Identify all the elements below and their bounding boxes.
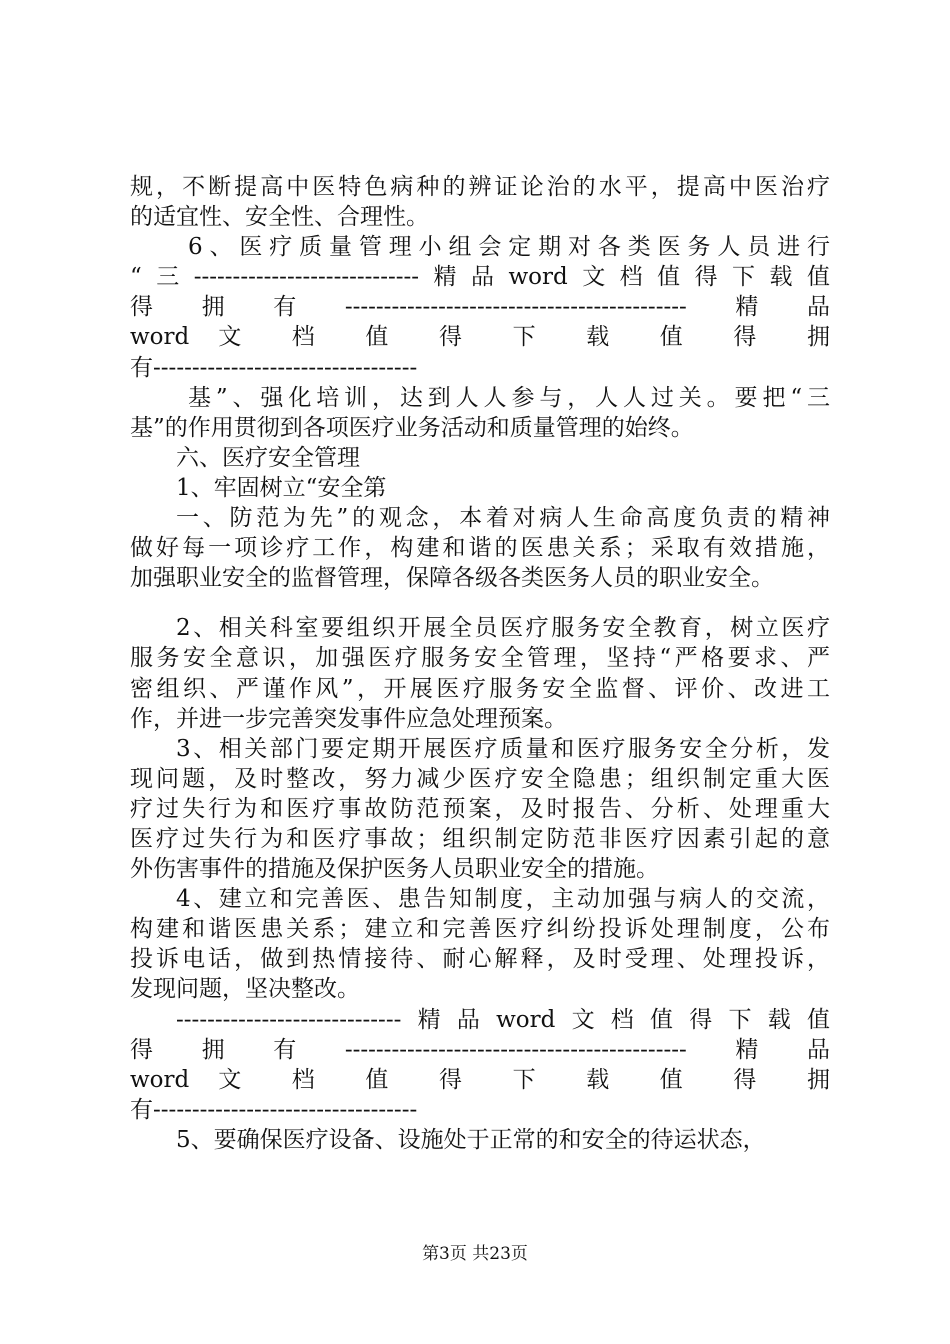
text-line: 外伤害事件的措施及保护医务人员职业安全的措施。 xyxy=(130,856,659,883)
text-line: 5、要确保医疗设备、设施处于正常的和安全的待运状态， xyxy=(176,1126,766,1153)
text-line: 6、医疗质量管理小组会定期对各类医务人员进行 xyxy=(188,234,830,261)
text-line: 得拥有--------------------------------------------精品 xyxy=(130,294,830,321)
text-line: 做好每一项诊疗工作，构建和谐的医患关系；采取有效措施， xyxy=(130,535,830,562)
section-heading: 六、医疗安全管理 xyxy=(176,444,360,471)
text-line: 密组织、严谨作风”，开展医疗服务安全监督、评价、改进工 xyxy=(130,675,830,702)
text-line: 的适宜性、安全性、合理性。 xyxy=(130,204,429,231)
text-line: 4、建立和完善医、患告知制度，主动加强与病人的交流， xyxy=(176,886,830,913)
text-line: 现问题，及时整改，努力减少医疗安全隐患；组织制定重大医 xyxy=(130,765,830,792)
text-line: 基”的作用贯彻到各项医疗业务活动和质量管理的始终。 xyxy=(130,414,694,441)
text-line: 医疗过失行为和医疗事故；组织制定防范非医疗因素引起的意 xyxy=(130,825,830,852)
text-line: 规，不断提高中医特色病种的辨证论治的水平，提高中医治疗 xyxy=(130,174,830,200)
text-line: “三-----------------------------精品word文档值得下载值 xyxy=(130,264,830,291)
text-line: 作，并进一步完善突发事件应急处理预案。 xyxy=(130,705,567,732)
text-line: 2、相关科室要组织开展全员医疗服务安全教育，树立医疗 xyxy=(176,615,830,642)
text-line: 一、防范为先”的观念，本着对病人生命高度负责的精神 xyxy=(176,505,830,532)
text-line: -----------------------------精品word文档值得下载值 xyxy=(176,1006,830,1033)
text-line: 3、相关部门要定期开展医疗质量和医疗服务安全分析，发 xyxy=(176,735,830,762)
text-line: 有---------------------------------- xyxy=(130,354,418,381)
page-footer: 第3页 共23页 xyxy=(422,1244,528,1264)
text-line: 有---------------------------------- xyxy=(130,1096,418,1123)
text-line: 加强职业安全的监督管理，保障各级各类医务人员的职业安全。 xyxy=(130,565,774,592)
text-line: 发现问题，坚决整改。 xyxy=(130,976,360,1003)
text-line: 基”、强化培训，达到人人参与，人人过关。要把“三 xyxy=(188,384,830,411)
document-body xyxy=(130,172,830,1155)
text-line: 构建和谐医患关系；建立和完善医疗纠纷投诉处理制度，公布 xyxy=(130,916,830,943)
text-line: word 文 档 值 得 下 载 值 得 拥 xyxy=(130,1066,830,1093)
text-line: 疗过失行为和医疗事故防范预案，及时报告、分析、处理重大 xyxy=(130,795,830,822)
paragraph-gap xyxy=(130,593,830,613)
text-line: 得拥有--------------------------------------------精品 xyxy=(130,1036,830,1063)
text-line: 1、牢固树立“安全第 xyxy=(176,474,387,501)
text-line: word 文 档 值 得 下 载 值 得 拥 xyxy=(130,324,830,351)
text-line: 投诉电话，做到热情接待、耐心解释，及时受理、处理投诉， xyxy=(130,946,830,973)
text-line: 服务安全意识，加强医疗服务安全管理，坚持“严格要求、严 xyxy=(130,645,830,672)
